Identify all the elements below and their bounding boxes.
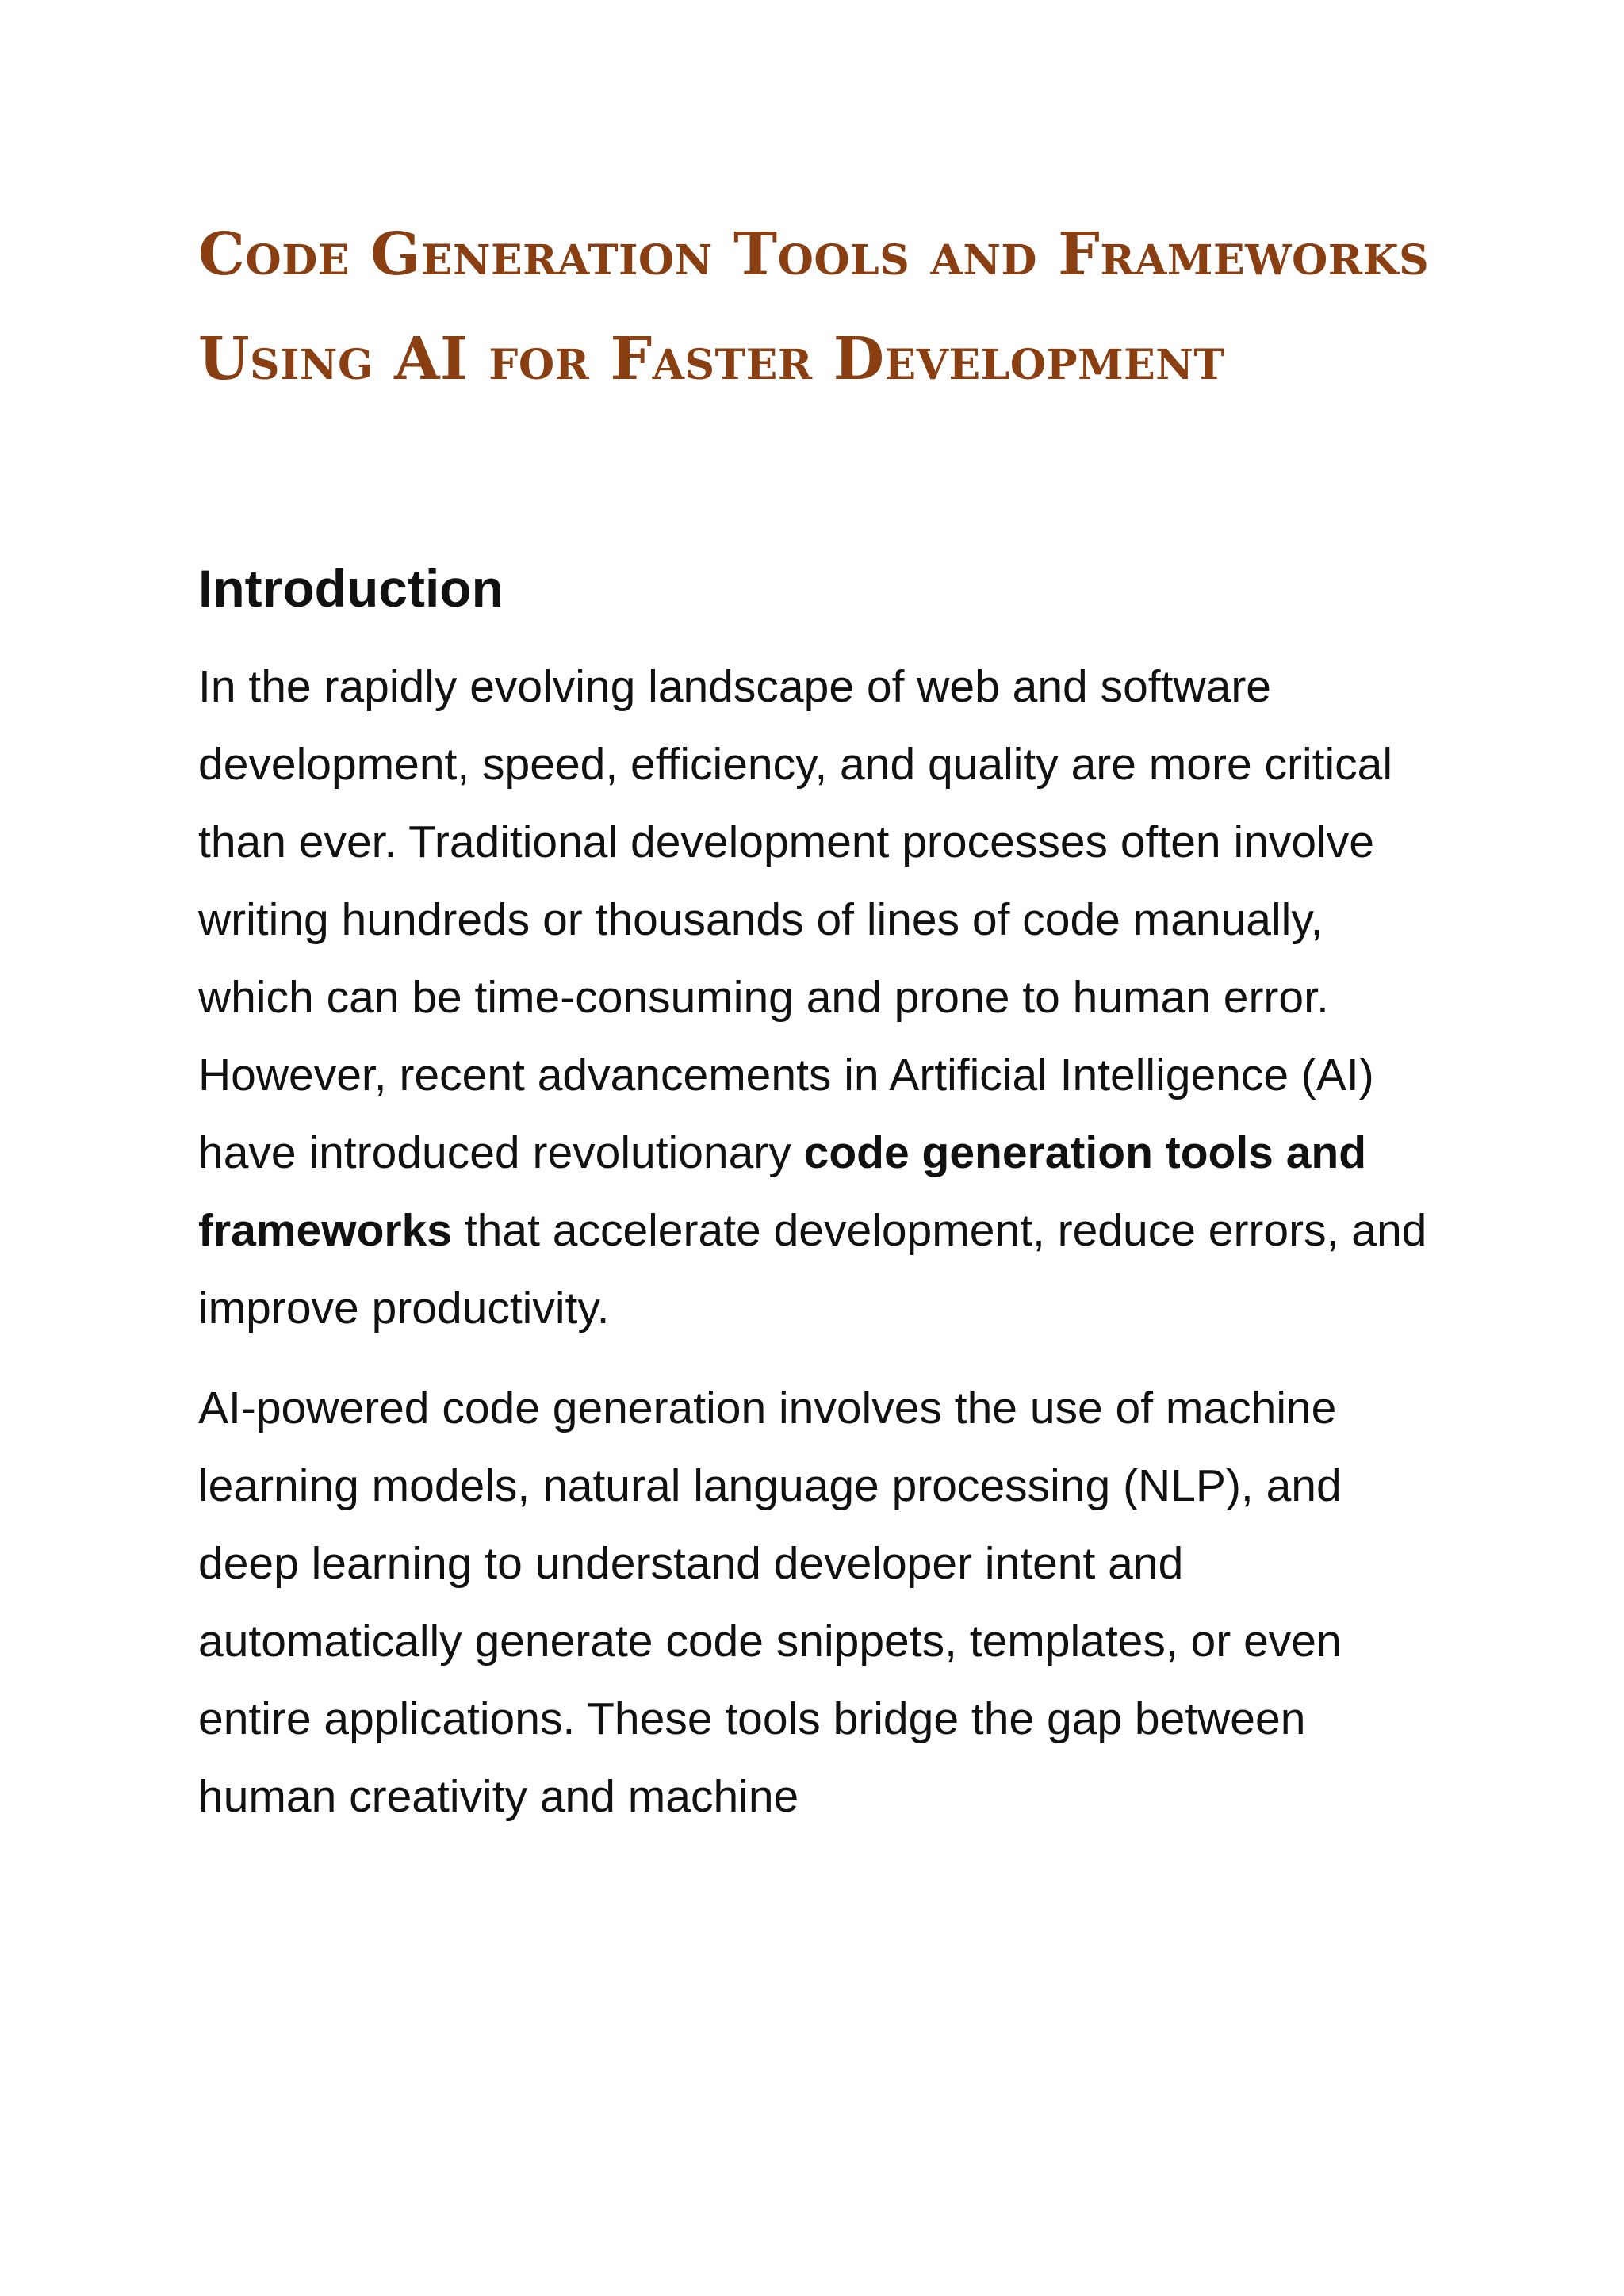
introduction-paragraph-1 [198,648,1435,1347]
section-heading-introduction: Introduction [198,559,504,618]
introduction-paragraph-2: AI-powered code generation involves the use of machine learning models, natural language processing (NLP), and deep learning to understand developer intent and automatically generate code snippets, templates, or even entire applications. These tools bridge the gap between human creativity and machine [198,1383,1342,1822]
emphasized-text: code generation tools and frameworks [198,1127,1367,1256]
paragraph-text: that accelerate development, reduce errors, and improve productivity. [198,1205,1427,1334]
document-page [198,202,1435,1835]
document-title: Code Generation Tools and Frameworks Using AI for Faster Development [198,220,1430,393]
paragraph-text: In the rapidly evolving landscape of web and software development, speed, efficiency, and quality are more critical than ever. Traditional development processes often involve writing hundreds or thousands of lines of code manually, which can be time-consuming and prone to human error. However, recent advancements in Artificial Intelligence (AI) have introduced revolutionary [198,661,1393,1178]
